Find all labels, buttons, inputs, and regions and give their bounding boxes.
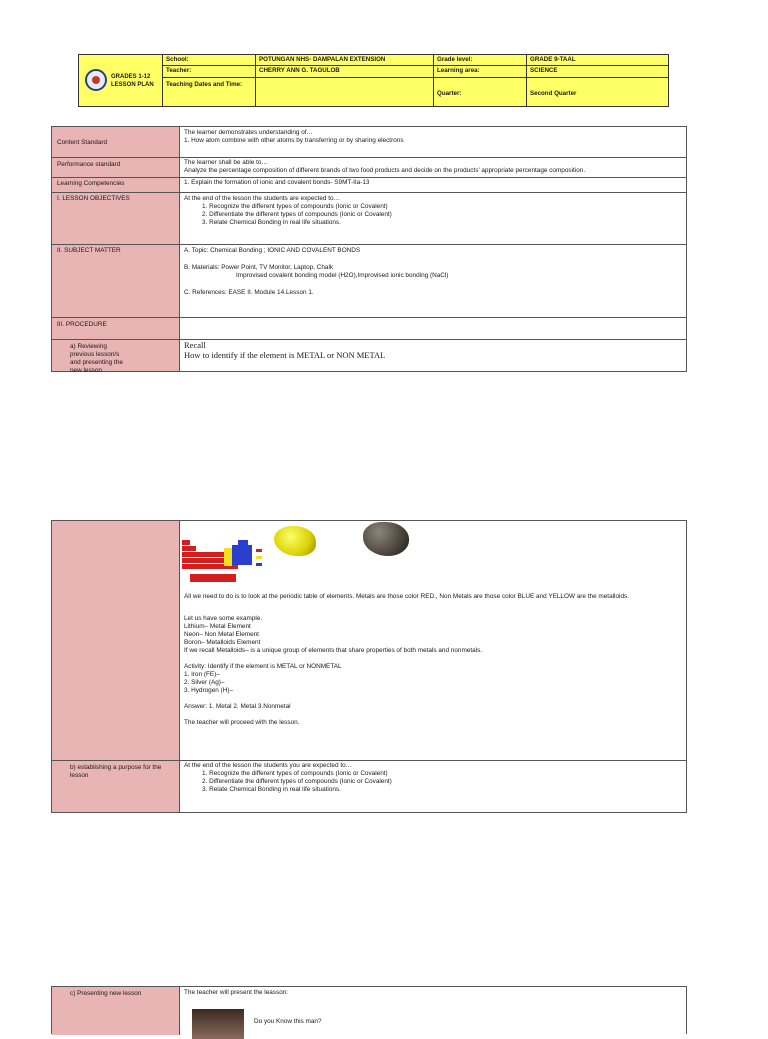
activity-line: 1. Iron (FE)– [184, 671, 220, 678]
performance-standard-line: Analyze the percentage composition of different brands of two food products and decide on the products’ appropriate percentage composition. [184, 167, 586, 174]
presenting-text [184, 989, 682, 997]
school-label: School: [163, 55, 256, 66]
deped-logo-block [79, 55, 163, 106]
lesson-table-1 [51, 126, 687, 372]
performance-standard-row [52, 158, 686, 178]
presenting-label: c) Presenting new lesson [52, 987, 180, 1035]
example-line: Neon– Non Metal Element [184, 631, 259, 638]
activity-line: 3. Hydrogen (H)– [184, 687, 234, 694]
lesson-table-3 [51, 986, 687, 1034]
teaching-dates-label: Teaching Dates and Time: [163, 78, 256, 106]
topic-line: A. Topic: Chemical Bonding ; IONIC AND COVALENT BONDS [184, 247, 361, 254]
content-standard-line: 1. How atom combine with other atoms by transferring or by sharing electrons [184, 137, 404, 144]
grade-level-value: GRADE 9-TAAL [527, 55, 668, 66]
procedure-label: III. PROCEDURE [52, 318, 180, 339]
learning-area-value: SCIENCE [527, 66, 668, 78]
objectives-label: I. LESSON OBJECTIVES [52, 193, 180, 244]
periodic-table-image [180, 536, 268, 581]
recall-body-text [184, 593, 682, 727]
objectives-intro: At the end of the lesson the students are expected to… [184, 195, 340, 202]
presenting-line: The teacher will present the leasson: [184, 989, 289, 996]
example-line: Lithium– Metal Element [184, 623, 251, 630]
pt-noble-cell [238, 540, 248, 545]
purpose-text [184, 762, 682, 794]
performance-standard-label: Performance standard [52, 158, 180, 177]
lesson-plan-header [78, 54, 669, 107]
deped-seal-icon [85, 69, 107, 91]
grade-level-label: Grade level: [434, 55, 527, 66]
learning-area-label: Learning area: [434, 66, 527, 78]
pt-legend-yellow [256, 556, 262, 559]
example-line: Let us have some example. [184, 615, 263, 622]
pt-metal-cell [182, 546, 196, 551]
presenting-row [52, 987, 686, 1035]
pt-lanthanide-cell [190, 574, 236, 582]
purpose-intro: At the end of the lesson the students you are expected to… [184, 762, 353, 769]
logo-text [111, 73, 154, 89]
purpose-item: 1. Recognize the different types of compounds (Ionic or Covalent) [202, 770, 388, 777]
teacher-value: CHERRY ANN G. TAGULOB [256, 66, 434, 78]
content-standard-line: The learner demonstrates understanding of… [184, 129, 313, 136]
question-text: Do you Know this man? [254, 1018, 322, 1025]
answer-line: Answer: 1. Metal 2. Metal 3.Nonmetal [184, 703, 291, 710]
subject-matter-text [184, 247, 682, 297]
objectives-text [184, 195, 682, 227]
objectives-row [52, 193, 686, 245]
pt-legend-red [256, 549, 262, 552]
teaching-dates-value [256, 78, 434, 106]
logo-text-line2: LESSON PLAN [111, 82, 154, 88]
pt-metal-cell [182, 540, 190, 545]
competencies-text [184, 179, 682, 187]
reviewing-row [52, 340, 686, 374]
reviewing-label: a) Reviewing previous lesson/s and presenting the new lesson [52, 340, 180, 371]
procedure-row [52, 318, 686, 340]
objective-item: 2. Differentiate the different types of compounds (Ionic or Covalent) [202, 211, 392, 218]
example-line: Boron– Metalloids Element [184, 639, 261, 646]
performance-standard-text [184, 159, 682, 175]
purpose-row [52, 761, 686, 812]
pt-legend-blue [256, 563, 262, 566]
reviewing-line: Recall [184, 340, 206, 350]
competencies-label: Learning Competencies [52, 178, 180, 192]
subject-matter-row [52, 245, 686, 318]
sulfur-image [274, 526, 316, 556]
metal-ore-image [363, 522, 409, 556]
recall-continuation-label [52, 521, 180, 760]
example-line: If we recall Metalloids– is a unique group of elements that share properties of both metals and nonmetals. [184, 647, 483, 654]
performance-standard-line: The learner shall be able to… [184, 159, 268, 166]
reviewing-text [184, 340, 682, 360]
objective-item: 3. Relate Chemical Bonding in real life situations. [202, 219, 341, 226]
activity-line: Activity: Identify if the element is METAL or NONMETAL [184, 663, 342, 670]
content-standard-row [52, 127, 686, 158]
teacher-label: Teacher: [163, 66, 256, 78]
school-value: POTUNGAN NHS- DAMPALAN EXTENSION [256, 55, 434, 66]
recall-paragraph: All we need to do is to look at the periodic table of elements. Metals are those color RED., Non Metals are those color BLUE and YELLOW are the metalloids. [184, 593, 629, 600]
objective-item: 1. Recognize the different types of compounds (Ionic or Covalent) [202, 203, 388, 210]
closing-line: The teacher will proceed with the lesson. [184, 719, 300, 726]
subject-matter-label: II. SUBJECT MATTER [52, 245, 180, 317]
content-standard-text [184, 129, 682, 145]
materials-line: B. Materials: Power Point, TV Monitor, Laptop, Chalk [184, 264, 334, 271]
logo-text-line1: GRADES 1-12 [111, 74, 151, 80]
quarter-label: Quarter: [434, 78, 527, 106]
pt-metal-cell [182, 552, 228, 557]
purpose-item: 2. Differentiate the different types of compounds (Ionic or Covalent) [202, 778, 392, 785]
pt-metalloid-cell [224, 548, 232, 566]
purpose-item: 3. Relate Chemical Bonding in real life situations. [202, 786, 341, 793]
man-photo-image [192, 1009, 244, 1039]
references-line: C. References: EASE II. Module 14.Lesson 1. [184, 289, 314, 296]
materials-line-2: Improvised covalent bonding model (H2O),Improvised ionic bonding (NaCl) [236, 272, 449, 279]
activity-line: 2. Silver (Ag)– [184, 679, 225, 686]
competencies-line: 1. Explain the formation of ionic and covalent bonds- S9MT-IIa-13 [184, 179, 370, 186]
recall-continuation-row [52, 521, 686, 761]
lesson-table-2 [51, 520, 687, 813]
content-standard-label: Content Standard [52, 127, 180, 157]
quarter-value: Second Quarter [530, 90, 577, 97]
competencies-row [52, 178, 686, 193]
purpose-label: b) establishing a purpose for the lesson [52, 761, 180, 812]
reviewing-line: How to identify if the element is METAL or NON METAL [184, 350, 386, 360]
pt-nonmetal-cell [232, 545, 252, 565]
